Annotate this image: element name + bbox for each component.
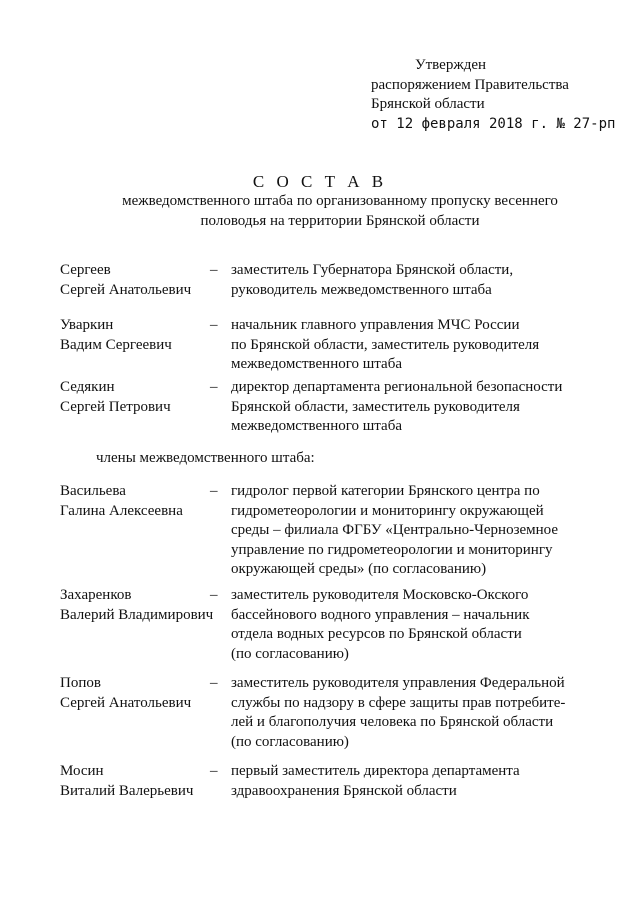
surname: Сергеев [60, 262, 111, 278]
person-name [60, 586, 220, 625]
approval-date-number: от 12 февраля 2018 г. № 27-рп [371, 115, 616, 132]
position-description [231, 316, 620, 375]
dash-separator: – [210, 317, 218, 333]
position-line: среды – филиала ФГБУ «Центрально-Черноземное [231, 522, 559, 538]
position-line: директор департамента региональной безопасности [231, 379, 563, 395]
position-line: управление по гидрометеорологии и мониторингу [231, 541, 553, 558]
given-names: Сергей Петрович [60, 398, 171, 415]
position-line: бассейнового водного управления – начальник [231, 606, 530, 623]
surname: Седякин [60, 379, 115, 395]
position-description [231, 674, 620, 752]
position-line: службы по надзору в сфере защиты прав потребите- [231, 694, 566, 711]
dash-separator: – [210, 675, 218, 691]
position-line: межведомственного штаба [231, 356, 402, 372]
given-names: Галина Алексеевна [60, 502, 183, 519]
person-name [60, 378, 220, 417]
position-line: руководитель межведомственного штаба [231, 281, 492, 298]
person-name [60, 261, 220, 300]
position-line: отдела водных ресурсов по Брянской области [231, 626, 522, 642]
position-description [231, 482, 620, 580]
position-description [231, 586, 620, 664]
surname: Уваркин [60, 317, 114, 333]
person-name [60, 316, 220, 355]
position-line: лей и благополучия человека по Брянской области [231, 714, 554, 730]
position-line: гидролог первой категории Брянского центра по [231, 483, 540, 499]
position-line: заместитель руководителя управления Федеральной [231, 675, 565, 691]
position-line: гидрометеорологии и мониторингу окружающей [231, 502, 544, 519]
approval-heading: Утвержден [415, 57, 487, 73]
position-line: (по согласованию) [231, 733, 349, 750]
person-name [60, 762, 220, 801]
position-line: Брянской области, заместитель руководителя [231, 398, 520, 415]
position-line: здравоохранения Брянской области [231, 782, 457, 799]
given-names: Виталий Валерьевич [60, 782, 194, 799]
dash-separator: – [210, 483, 218, 499]
dash-separator: – [210, 587, 218, 603]
document-subtitle [60, 192, 620, 231]
subtitle-line: межведомственного штаба по организованному пропуску весеннего [122, 193, 558, 209]
position-line: заместитель руководителя Московско-Окского [231, 587, 529, 603]
dash-separator: – [210, 379, 218, 395]
position-description [231, 261, 620, 300]
position-description [231, 378, 620, 437]
surname: Захаренков [60, 587, 132, 603]
position-line: (по согласованию) [231, 645, 349, 662]
members-heading: члены межведомственного штаба: [96, 450, 315, 466]
position-line: первый заместитель директора департамента [231, 763, 520, 779]
surname: Мосин [60, 763, 104, 779]
approval-region-line: Брянской области [371, 96, 485, 112]
position-line: заместитель Губернатора Брянской области, [231, 262, 514, 278]
given-names: Валерий Владимирович [60, 606, 214, 623]
position-description [231, 762, 620, 801]
position-line: по Брянской области, заместитель руководителя [231, 336, 540, 353]
dash-separator: – [210, 262, 218, 278]
given-names: Вадим Сергеевич [60, 336, 172, 353]
approval-order-line: распоряжением Правительства [371, 76, 569, 93]
document-title: С О С Т А В [252, 172, 388, 191]
surname: Васильева [60, 483, 126, 499]
given-names: Сергей Анатольевич [60, 281, 192, 298]
approval-block [371, 56, 615, 134]
given-names: Сергей Анатольевич [60, 694, 192, 711]
person-name [60, 482, 220, 521]
position-line: окружающей среды» (по согласованию) [231, 561, 487, 577]
person-name [60, 674, 220, 713]
position-line: межведомственного штаба [231, 418, 402, 434]
subtitle-line: половодья на территории Брянской области [200, 212, 480, 229]
position-line: начальник главного управления МЧС России [231, 317, 520, 333]
surname: Попов [60, 675, 101, 691]
dash-separator: – [210, 763, 218, 779]
